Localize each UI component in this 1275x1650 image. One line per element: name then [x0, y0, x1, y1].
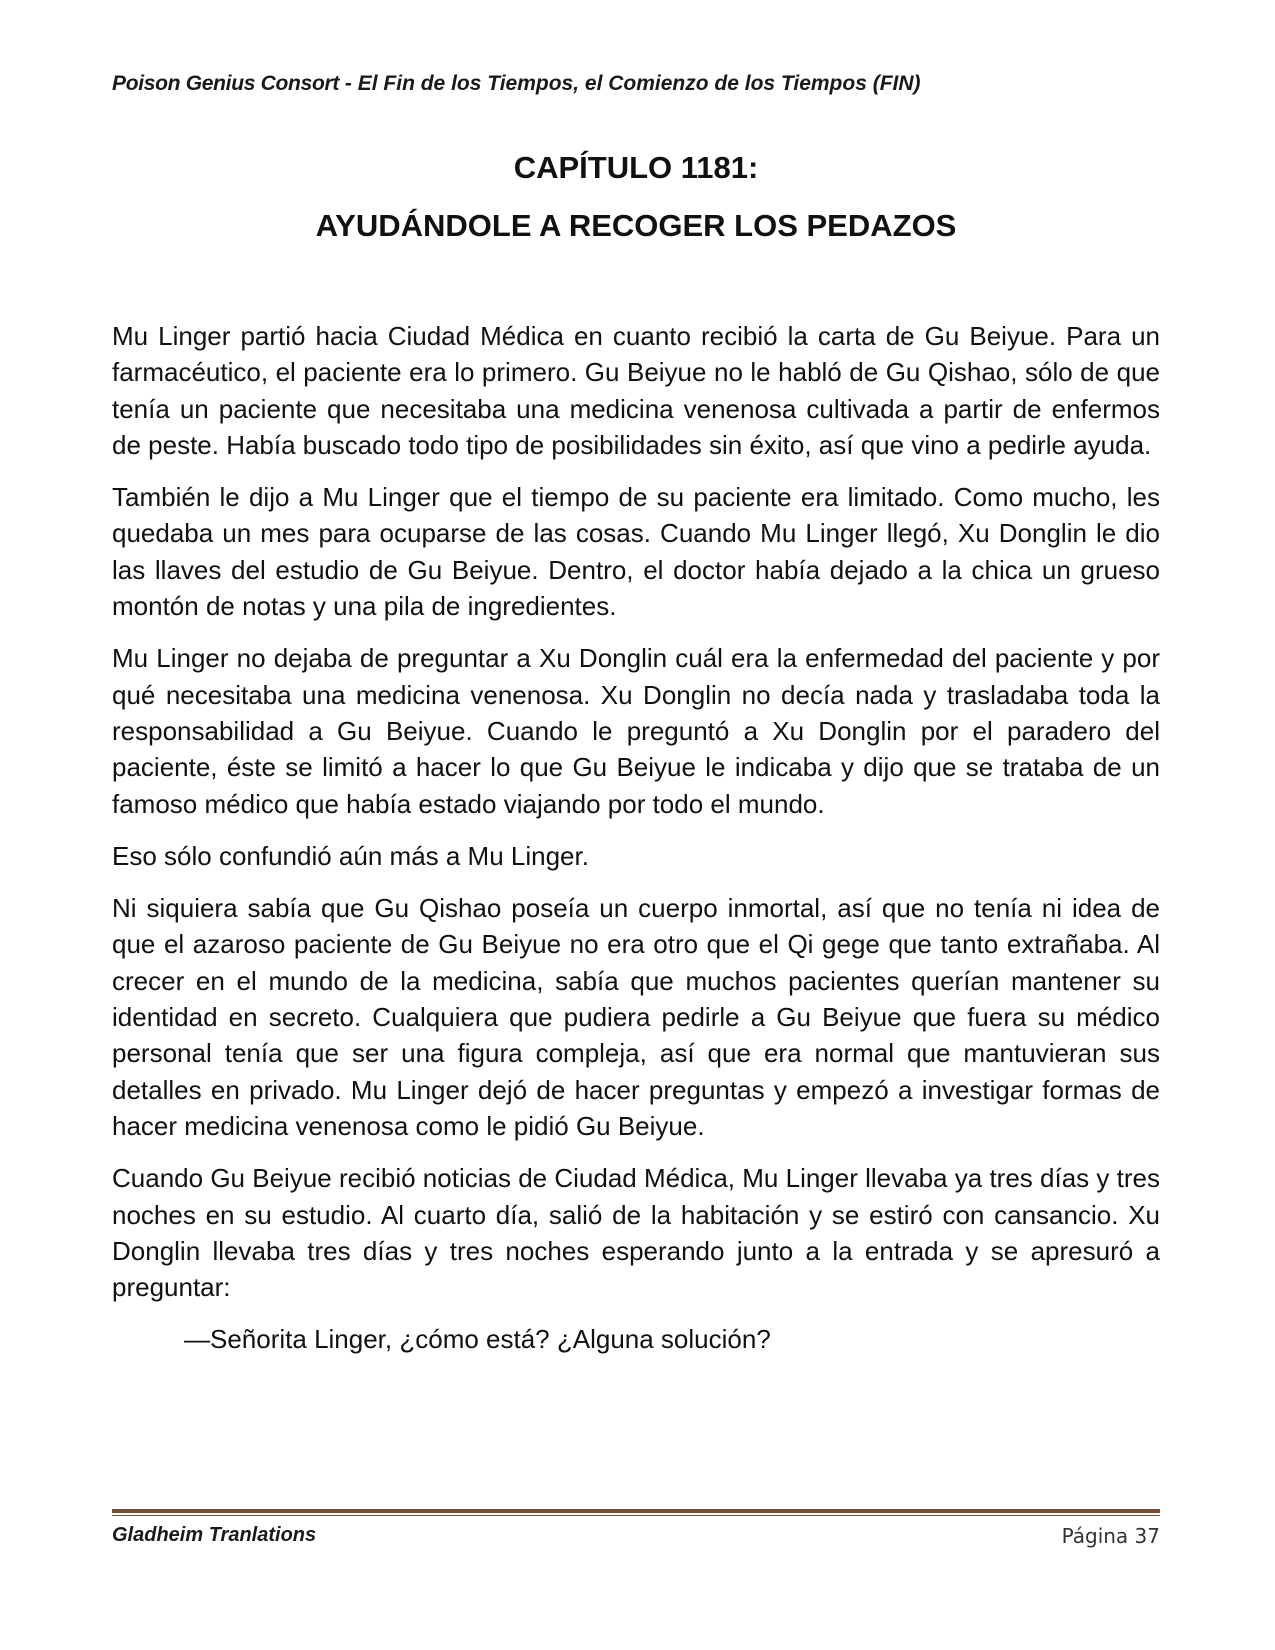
volume-subtitle: El Fin de los Tiempos, el Comienzo de los Tiempos (FIN) — [357, 72, 921, 95]
dialogue-line: —Señorita Linger, ¿cómo está? ¿Alguna solución? — [184, 1324, 771, 1355]
paragraph: Eso sólo confundió aún más a Mu Linger. — [112, 840, 589, 871]
paragraph: Mu Linger no dejaba de preguntar a Xu Donglin cuál era la enfermedad del paciente y por qué necesitaba una medicina venenosa. Xu Donglin no decía nada y trasladaba toda la responsabilidad a Gu Beiyue. Cuando le preguntó a Xu Donglin por el paradero del paciente, éste se limitó a hacer lo que Gu Beiyue le indicaba y dijo que se trataba de un famoso médico que había estado viajando por todo el mundo. — [112, 643, 1160, 819]
running-header — [112, 72, 1172, 96]
header-separator: - — [339, 72, 358, 95]
paragraph: Cuando Gu Beiyue recibió noticias de Ciudad Médica, Mu Linger llevaba ya tres días y tres noches en su estudio. Al cuarto día, salió de la habitación y se estiró con cansancio. Xu Donglin llevaba tres días y tres noches esperando junto a la entrada y se apresuró a preguntar: — [112, 1163, 1160, 1303]
page-number: Página 37 — [1061, 1524, 1160, 1548]
series-title: Poison Genius Consort — [112, 72, 340, 95]
footer-rule-thick — [112, 1509, 1160, 1513]
chapter-number: CAPÍTULO 1181: — [513, 150, 759, 185]
footer-rule — [112, 1509, 1160, 1516]
footer-publisher: Gladheim Tranlations — [112, 1524, 317, 1546]
paragraph: Mu Linger partió hacia Ciudad Médica en cuanto recibió la carta de Gu Beiyue. Para un farmacéutico, el paciente era lo primero. Gu Beiyue no le habló de Gu Qishao, sólo de que tenía un paciente que necesitaba una medicina venenosa cultivada a partir de enfermos de peste. Había buscado todo tipo de posibilidades sin éxito, así que vino a pedirle ayuda. — [112, 321, 1160, 460]
chapter-body — [112, 318, 1160, 1374]
chapter-title: AYUDÁNDOLE A RECOGER LOS PEDAZOS — [315, 208, 957, 243]
paragraph: También le dijo a Mu Linger que el tiempo de su paciente era limitado. Como mucho, les quedaba un mes para ocuparse de las cosas. Cuando Mu Linger llegó, Xu Donglin le dio las llaves del estudio de Gu Beiyue. Dentro, el doctor había dejado a la chica un grueso montón de notas y una pila de ingredientes. — [112, 482, 1160, 622]
footer-rule-thin — [112, 1515, 1160, 1516]
paragraph: Ni siquiera sabía que Gu Qishao poseía un cuerpo inmortal, así que no tenía ni idea de que el azaroso paciente de Gu Beiyue no era otro que el Qi gege que tanto extrañaba. Al crecer en el mundo de la medicina, sabía que muchos pacientes querían mantener su identidad en secreto. Cualquiera que pudiera pedirle a Gu Beiyue que fuera su médico personal tenía que ser una figura compleja, así que era normal que mantuvieran sus detalles en privado. Mu Linger dejó de hacer preguntas y empezó a investigar formas de hacer medicina venenosa como le pidió Gu Beiyue. — [112, 893, 1160, 1141]
